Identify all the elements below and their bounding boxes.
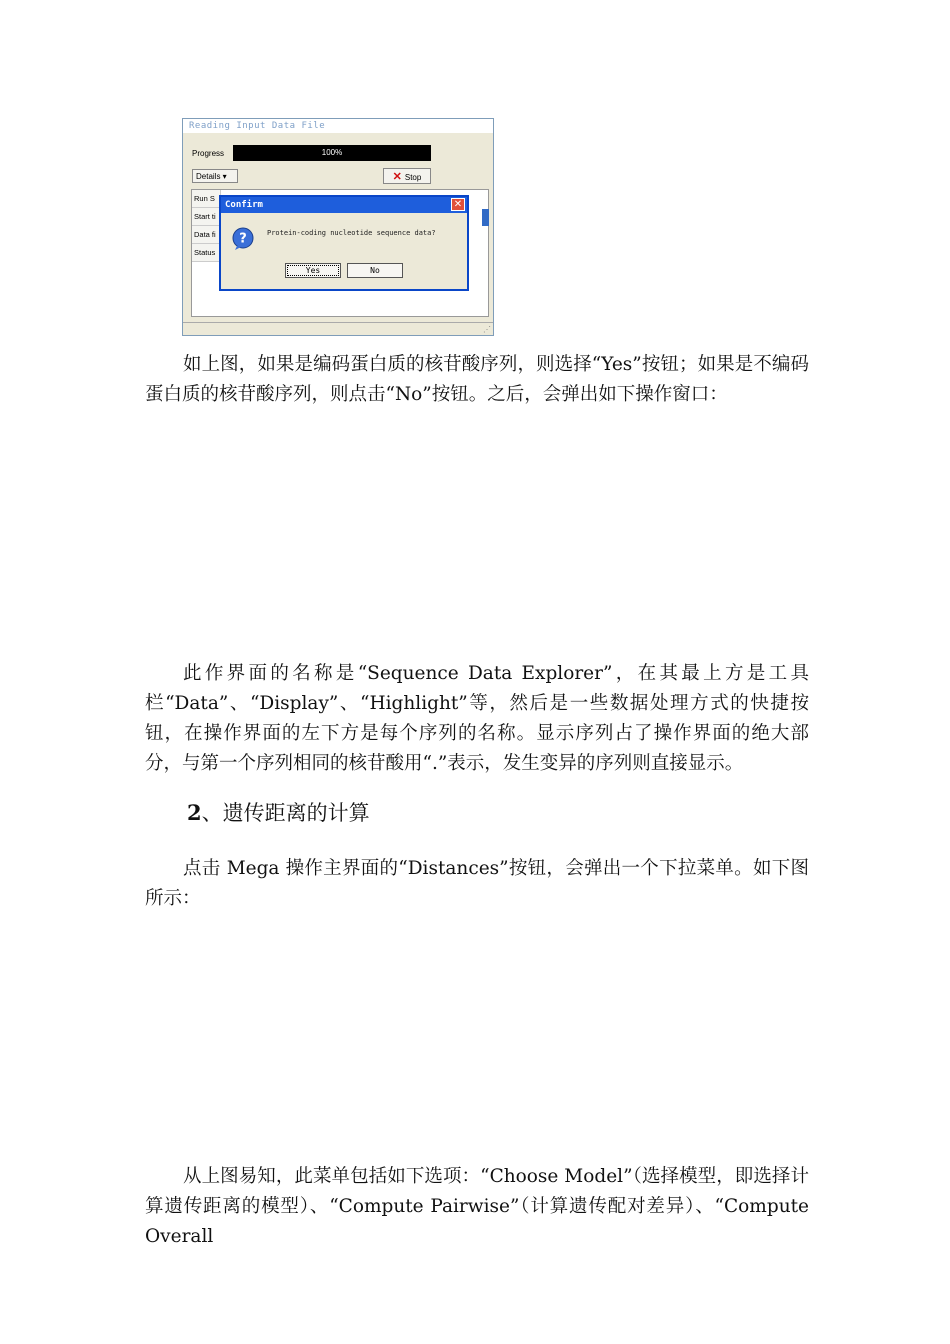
details-button[interactable]: Details ▾	[192, 169, 238, 183]
stop-button[interactable]	[383, 168, 431, 184]
close-icon[interactable]: ✕	[451, 198, 465, 211]
dialog-message: Protein-coding nucleotide sequence data?	[267, 229, 436, 237]
paragraph-yes-no: 如上图，如果是编码蛋白质的核苷酸序列，则选择“Yes”按钮；如果是不编码蛋白质的核苷酸序列，则点击“No”按钮。之后，会弹出如下操作窗口：	[145, 354, 809, 405]
confirm-dialog	[219, 195, 469, 291]
paragraph-menu-options: 从上图易知，此菜单包括如下选项：“Choose Model”（选择模型，即选择计算遗传距离的模型）、“Compute Pairwise”（计算遗传配对差异）、“Compute Overall	[145, 1166, 809, 1247]
paragraph-sequence-explorer: 此作界面的名称是“Sequence Data Explorer”，在其最上方是工具栏“Data”、“Display”、“Highlight”等，然后是一些数据处理方式的快捷按钮，在操作界面的左下方是每个序列的名称。显示序列占了操作界面的绝大部分，与第一个序列相同的核苷酸用“.”表示，发生变异的序列则直接显示。	[145, 663, 809, 774]
section-title: 、遗传距离的计算	[201, 801, 370, 825]
section-number: 2	[187, 800, 202, 825]
reading-input-window	[182, 118, 494, 336]
row-label-start: Start ti	[192, 208, 221, 226]
window-title: Reading Input Data File	[183, 119, 493, 133]
row-label-data: Data fi	[192, 226, 221, 244]
selected-row-highlight	[482, 209, 489, 226]
stop-icon: ✕	[392, 171, 402, 183]
progress-bar: 100%	[233, 145, 431, 161]
question-icon	[231, 227, 255, 251]
dialog-title: Confirm	[221, 197, 467, 213]
no-button[interactable]: No	[347, 263, 403, 278]
resize-grip-icon[interactable]: ⋰	[483, 325, 491, 334]
row-label-status: Status	[192, 244, 221, 262]
status-bar	[183, 322, 493, 335]
row-label-run: Run S	[192, 190, 221, 208]
paragraph-distances: 点击 Mega 操作主界面的“Distances”按钮，会弹出一个下拉菜单。如下图所示：	[145, 858, 809, 909]
yes-button[interactable]: Yes	[285, 263, 341, 278]
svg-text:?: ?	[239, 231, 247, 247]
section-heading	[187, 798, 370, 828]
stop-button-label: Stop	[404, 173, 422, 182]
progress-label: Progress	[192, 149, 225, 158]
